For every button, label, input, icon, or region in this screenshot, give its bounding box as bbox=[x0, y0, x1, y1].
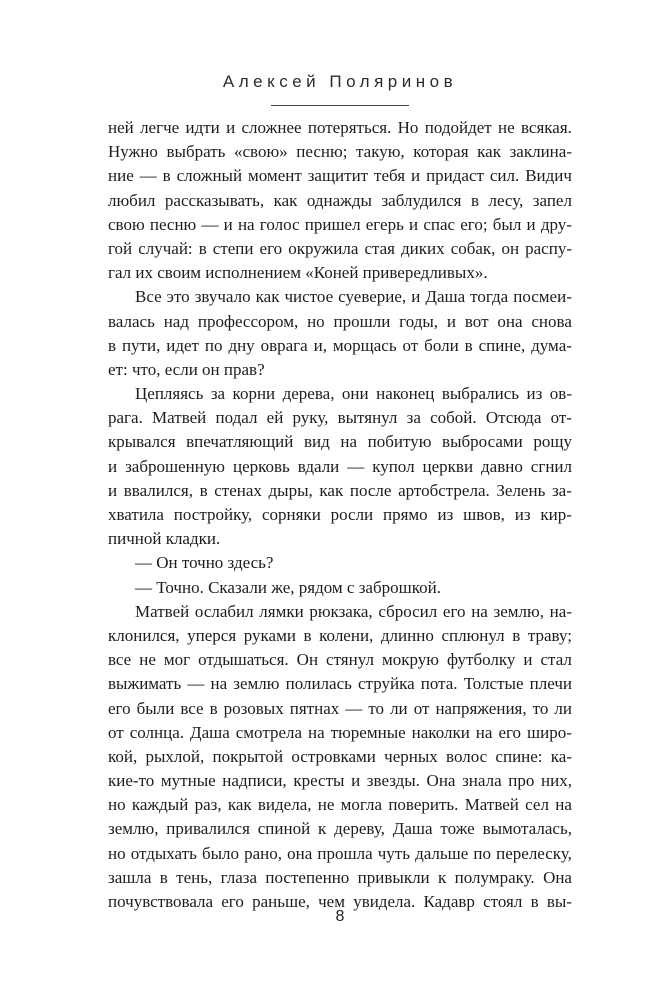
text-line: — Точно. Сказали же, рядом с заброшкой. bbox=[135, 577, 441, 597]
text-line: зашла в тень, глаза постепенно привыкли к полумраку. Она bbox=[108, 867, 572, 887]
text-paragraph bbox=[108, 285, 572, 382]
text-line: кие-то мутные надписи, кресты и звезды. Она знала про них, bbox=[108, 771, 572, 791]
running-head-author bbox=[108, 72, 572, 106]
body-text bbox=[108, 116, 572, 914]
text-line: почувствовала его раньше, чем увидела. Кадавр стоял в вы- bbox=[108, 892, 572, 911]
text-line: ет: что, если он прав? bbox=[108, 359, 265, 379]
dialogue-paragraph bbox=[108, 576, 572, 600]
text-line: Цепляясь за корни дерева, они наконец выбрались из ов- bbox=[135, 384, 572, 404]
text-line: валась над профессором, но прошли годы, и вот она снова bbox=[108, 311, 572, 331]
text-line: Нужно выбрать «свою» песню; такую, которая как заклина- bbox=[108, 142, 572, 162]
text-line: от солнца. Даша смотрела на тюремные наколки на его широ- bbox=[108, 722, 572, 742]
text-line: Матвей ослабил лямки рюкзака, сбросил его на землю, на- bbox=[135, 601, 572, 621]
text-line: ние — в сложный момент защитит тебя и придаст сил. Видич bbox=[108, 166, 572, 186]
text-line: крывался впечатляющий вид на побитую выбросами рощу bbox=[108, 432, 572, 452]
text-line: хватила постройку, сорняки росли прямо из швов, из кир- bbox=[108, 505, 572, 524]
text-paragraph bbox=[108, 600, 572, 914]
author-name: Алексей Поляринов bbox=[222, 72, 458, 91]
text-paragraph bbox=[108, 382, 572, 551]
text-line: гой случай: в степи его окружила стая диких собак, он распу- bbox=[108, 238, 572, 258]
text-paragraph bbox=[108, 116, 572, 285]
header-divider-rule bbox=[271, 105, 409, 106]
text-line: ней легче идти и сложнее потеряться. Но подойдет не всякая. bbox=[108, 118, 572, 137]
text-line: но отдыхать было рано, она прошла чуть дальше по перелеску, bbox=[108, 843, 572, 863]
page-number: 8 bbox=[335, 908, 345, 925]
text-line: — Он точно здесь? bbox=[135, 553, 274, 573]
text-line: и заброшенную церковь вдали — купол церкви давно сгнил bbox=[108, 456, 572, 476]
text-line: свою песню — и на голос пришел егерь и спас его; был и дру- bbox=[108, 214, 572, 234]
dialogue-paragraph bbox=[108, 551, 572, 575]
text-line: клонился, уперся руками в колени, длинно сплюнул в траву; bbox=[108, 625, 572, 645]
text-line: гал их своим исполнением «Коней привередливых». bbox=[108, 263, 488, 283]
text-line: землю, привалился спиной к дереву, Даша тоже вымоталась, bbox=[108, 819, 572, 839]
text-line: все не мог отдышаться. Он стянул мокрую футболку и стал bbox=[108, 650, 572, 670]
text-line: и ввалился, в стенах дыры, как после артобстрела. Зелень за- bbox=[108, 480, 572, 500]
text-line: но каждый раз, как видела, не могла поверить. Матвей сел на bbox=[108, 795, 572, 815]
text-line: рага. Матвей подал ей руку, вытянул за собой. Отсюда от- bbox=[108, 408, 572, 428]
text-line: пичной кладки. bbox=[108, 529, 221, 549]
text-line: в пути, идет по дну оврага и, морщась от боли в спине, дума- bbox=[108, 335, 572, 355]
text-line: его были все в розовых пятнах — то ли от напряжения, то ли bbox=[108, 698, 572, 718]
text-line: Все это звучало как чистое суеверие, и Даша тогда посмеи- bbox=[135, 287, 572, 307]
text-line: любил рассказывать, как однажды заблудился в лесу, запел bbox=[108, 190, 572, 210]
text-line: кой, рыхлой, покрытой островками черных волос спине: ка- bbox=[108, 746, 572, 766]
text-line: выжимать — на землю полилась струйка пота. Толстые плечи bbox=[108, 674, 572, 694]
